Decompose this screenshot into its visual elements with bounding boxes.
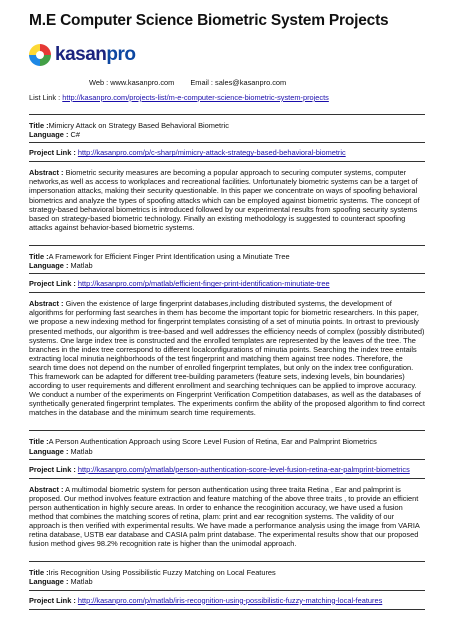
divider	[29, 430, 425, 431]
project-title: A Framework for Efficient Finger Print Identification using a Minutiate Tree	[48, 251, 290, 261]
divider	[29, 245, 425, 246]
project-language: Matlab	[70, 577, 93, 587]
project-language-row: Language : Matlab	[29, 577, 93, 587]
project-abstract: Abstract : Given the existence of large fingerprint databases,including distributed systems, the development of algorithms for performing fast searches in them has become the important topic for biometric researchers. In this paper, we propose a new indexing method for fingerprint templates consisting of a set of minutia points. In ortrast to previously presented methods, our algorithm is tree-based and well addresses the efficiency needs of complex (possibly distributed) systems. One large index tree is constructed and the enrolled templates are represented by the leaves of the tree. The branches in the index tree correspond to different localconfigurations of minutia points. Searching the index tree entails extracting local minutia neighborhoods of the test fingerprint and matching them against tree nodes. Therefore, the search time does not depend on the number of enrolled fingerprint templates, but only on the index tree configuration. This framework can be adapted for different tree-building parameters (feature sets, indexing levels, bin boundaries) according to user requirements and different enrollment and searching techniques can be applied to improve accuracy. We conduct a number of the experiments on Fingerprint Verification Competition databases, as well as the databases of synthetically generated fingerprint templates. The experiments confirm the ability of the proposed algorithm to find correct matches in the database and the minimum search time requirements.	[29, 299, 425, 418]
project-language: Matlab	[70, 261, 93, 271]
project-language: C#	[70, 130, 80, 140]
website-text: Web : www.kasanpro.com	[89, 78, 175, 87]
divider	[29, 273, 425, 274]
divider	[29, 590, 425, 591]
project-title: A Person Authentication Approach using Score Level Fusion of Retina, Ear and Palmprint Biometrics	[48, 437, 377, 447]
divider	[29, 459, 425, 460]
project-language-row: Language : Matlab	[29, 446, 93, 456]
page-title: M.E Computer Science Biometric System Projects	[29, 12, 389, 29]
project-title-row: Title :Iris Recognition Using Possibilistic Fuzzy Matching on Local Features	[29, 568, 276, 578]
project-link-row: Project Link : http://kasanpro.com/p/matlab/person-authentication-score-level-fusion-retina-ear-palmprint-biometrics	[29, 464, 410, 474]
project-link[interactable]: http://kasanpro.com/p/c-sharp/mimicry-attack-strategy-based-behavioral-biometric	[77, 148, 346, 158]
brand-logo	[29, 40, 425, 70]
list-link-row	[29, 93, 425, 102]
project-entry	[29, 430, 425, 548]
project-language: Matlab	[70, 446, 93, 456]
project-abstract: Abstract : A multimodal biometric system for person authentication using three traita Retina , Ear and palmprint is proposed. Our method involves feature extraction and feature matching of the above three traits , to provide an efficient person authentication in highly secure areas. In order to enhance the recoginition accuracy, we have used a fusion method that combines the matching scores of retina, plam: print and ear recognition systems. The validity of our approach is then verified with experimental results. We have made a performance analysis using the image from VARIA retina database, USTB ear database and CASIA palm print database. The experimental results show that our proposed fusion method gives 98.2% recognition rate is higher than the unimodal approach.	[29, 484, 420, 549]
project-language-row: Language : C#	[29, 130, 80, 140]
contact-info	[89, 78, 425, 87]
project-link-row: Project Link : http://kasanpro.com/p/matlab/iris-recognition-using-possibilistic-fuzzy-matching-local-features	[29, 595, 383, 605]
project-entry	[29, 561, 425, 609]
abstract-text: Biometric security measures are becoming a popular approach to securing computer systems, computer networks,as well as access to workplaces and recreational facilities. Unfortunately biometric systems can be a target of impersonation attacks, making their security questionable. In this paper we concentrate on ways of spoofing behavioral biometrics and analyze the types of spoofing attacks which can be employed against biometric systems. The concept of strategy-based behavioral biometrics is introduced followed by our experimental results from spoofing security systems based on strategy-based biometric technology. Finally an existing methodology is suggested to counteract spoofing attacks against behavior-based biometric systems.	[29, 168, 420, 232]
project-title: Mimicry Attack on Strategy Based Behavioral Biometric	[48, 121, 229, 130]
email-text: Email : sales@kasanpro.com	[190, 78, 287, 87]
project-link[interactable]: http://kasanpro.com/p/matlab/efficient-finger-print-identification-minutiate-tree	[77, 279, 330, 289]
project-link-row: Project Link : http://kasanpro.com/p/matlab/efficient-finger-print-identification-minutiate-tree	[29, 279, 330, 289]
project-abstract: Abstract : Biometric security measures are becoming a popular approach to securing computer systems, computer networks,as well as access to workplaces and recreational facilities. Unfortunately biometric systems can be a target of impersonation attacks, making their security questionable. In this paper we concentrate on ways of spoofing behavioral biometrics and analyze the types of spoofing attacks which can be employed against biometric systems. The concept of strategy-based behavioral biometrics is introduced followed by our experimental results from spoofing security systems based on strategy-based biometric technology. Finally an existing methodology is suggested to counteract spoofing attacks against behavior-based biometric systems.	[29, 168, 420, 232]
project-link[interactable]: http://kasanpro.com/p/matlab/person-authentication-score-level-fusion-retina-ear-palmprint-biometrics	[77, 464, 410, 474]
divider	[29, 161, 425, 162]
project-entry	[29, 245, 425, 418]
divider	[29, 609, 425, 610]
project-title-row: Title :Mimicry Attack on Strategy Based Behavioral Biometric	[29, 121, 229, 130]
divider	[29, 561, 425, 562]
project-link-row: Project Link : http://kasanpro.com/p/c-sharp/mimicry-attack-strategy-based-behavioral-biometric	[29, 148, 346, 158]
project-language-row: Language : Matlab	[29, 261, 93, 271]
project-link[interactable]: http://kasanpro.com/p/matlab/iris-recognition-using-possibilistic-fuzzy-matching-local-features	[77, 595, 383, 605]
list-link-label: List Link :	[29, 93, 63, 102]
divider	[29, 478, 425, 479]
abstract-text: A multimodal biometric system for person authentication using three traita Retina , Ear and palmprint is proposed. Our method involves feature extraction and feature matching of the above three traits , to provide an efficient person authentication in highly secure areas. In order to enhance the recoginition accuracy, we have used a fusion method that combines the matching scores of retina, plam: print and ear recognition systems. The validity of our approach is then verified with experimental results. We have made a performance analysis using the image from VARIA retina database, USTB ear database and CASIA palm print database. The experimental results show that our proposed fusion method gives 98.2% recognition rate is higher than the unimodal approach.	[29, 484, 420, 549]
abstract-text: Given the existence of large fingerprint databases,including distributed systems, the development of algorithms for performing fast searches in them has become the important topic for biometric researchers. In this paper, we propose a new indexing method for fingerprint templates consisting of a set of minutia points. In ortrast to previously presented methods, our algorithm is tree-based and well addresses the efficiency needs of complex (possibly distributed) systems. One large index tree is constructed and the enrolled templates are represented by the leaves of the tree. The branches in the index tree correspond to different localconfigurations of minutia points. Searching the index tree entails extracting local minutia neighborhoods of the test fingerprint and matching them against tree nodes. Therefore, the search time does not depend on the number of enrolled fingerprint templates, but only on the index tree configuration. This framework can be adapted for different tree-building parameters (feature sets, indexing levels, bin boundaries) according to user requirements and different enrollment and searching techniques can be applied to improve accuracy. We conduct a number of the experiments on Fingerprint Verification Competition databases, as well as the databases of synthetically generated fingerprint templates. The experiments confirm the ability of the proposed algorithm to find correct matches in the database and the minimum search time requirements.	[29, 299, 425, 418]
project-title: Iris Recognition Using Possibilistic Fuzzy Matching on Local Features	[48, 568, 276, 578]
project-title-row: Title :A Person Authentication Approach using Score Level Fusion of Retina, Ear and Palmprint Biometrics	[29, 437, 377, 447]
project-title-row: Title :A Framework for Efficient Finger Print Identification using a Minutiate Tree	[29, 251, 290, 261]
divider	[29, 114, 425, 115]
divider	[29, 292, 425, 293]
logo-icon	[29, 44, 51, 66]
project-entry	[29, 114, 425, 232]
list-link[interactable]: http://kasanpro.com/projects-list/m-e-computer-science-biometric-system-projects	[62, 93, 329, 102]
divider	[29, 142, 425, 143]
logo-wordmark: kasanpro	[55, 44, 136, 65]
